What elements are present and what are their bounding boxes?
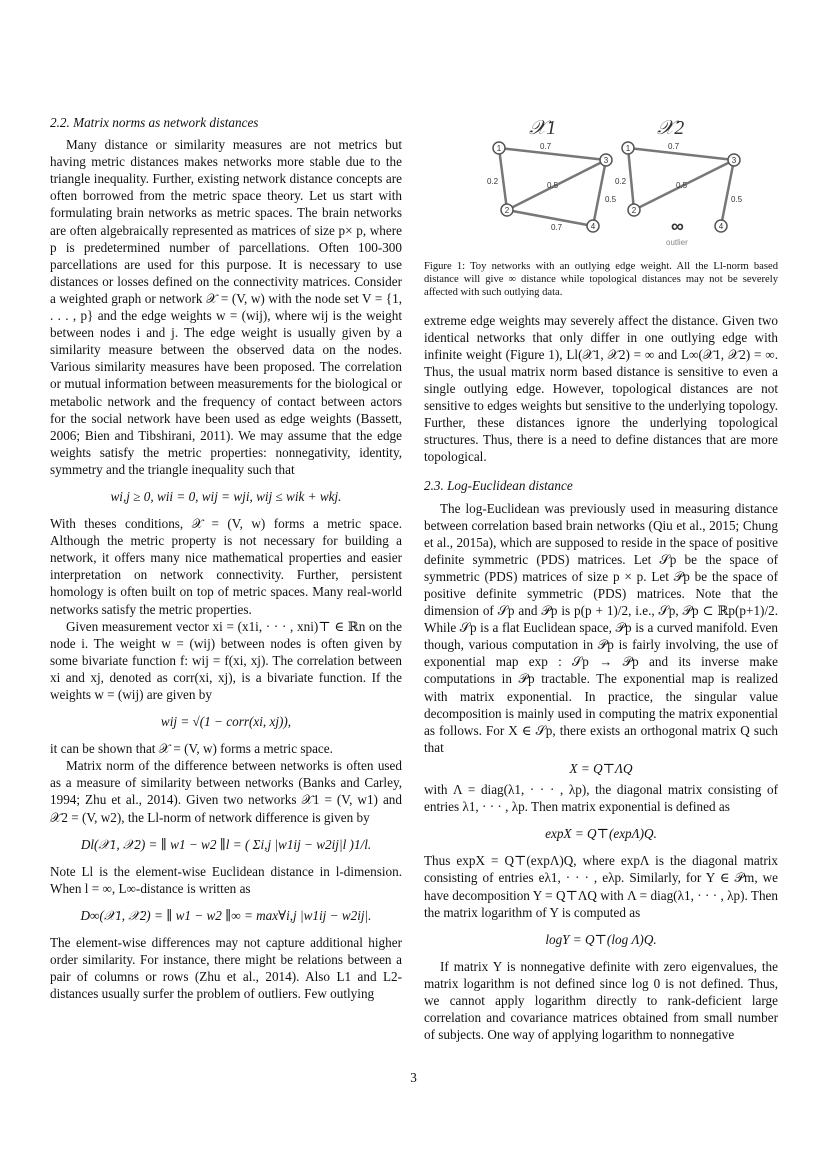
equation-correlation-weight: wij = √(1 − corr(xi, xj)),: [160, 714, 292, 730]
node-1-label-net2: 1: [625, 144, 631, 153]
paragraph: extreme edge weights may severely affect the distance. Given two identical networks that only differ in one outlying edge with infinite weight (Figure 1), Ll(𝒳1, 𝒳2) = ∞ and L∞(𝒳1, 𝒳2) = ∞. Thus, the usual matrix norm based distance is sensitive to even a single outlying edge. However, topological distances are not sensitive to edges weights but sensitive to the underlying topology. Further, these distances ignore the underlying topological structures. Thus, there is a need to define distances that are more topological.: [424, 312, 778, 465]
paragraph: With theses conditions, 𝒳 = (V, w) forms a metric space. Although the metric property is not necessary for building a network, it offers many nice mathematical properties and easier interpretation on network connectivity. Further, persistent homology is often built on top of metric spaces. Many real-world networks satisfy the metric properties.: [50, 516, 402, 617]
section-heading-2-3: 2.3. Log-Euclidean distance: [424, 478, 573, 494]
infinity-edge-weight: ∞: [671, 216, 684, 236]
paragraph: The log-Euclidean was previously used in measuring distance between correlation based brain networks (Qiu et al., 2015; Chung et al., 2015a), which are supposed to reside in the space of positive definite symmetric (PDS) matrices. Let 𝒮p be the space of symmetric (PDS) matrices of size p × p. Let 𝒫p be the space of positive definite symmetric (PDS) matrices. Note that the dimension of 𝒮p and 𝒫p is p(p + 1)/2, i.e., 𝒮p, 𝒫p ⊂ ℝp(p+1)/2. While 𝒮p is a flat Euclidean space, 𝒫p is a curved manifold. Even though, various computation in 𝒫p is fairly involving, the use of exponential map exp : 𝒮p → 𝒫p and its inverse make computations in 𝒫p tractable. The exponential map is realized with matrix exponential. In practice, the singular value decomposition is mainly used in computing the matrix exponential as follows. For X ∈ 𝒮p, there exists an orthogonal matrix Q such that: [424, 500, 778, 755]
node-1-label: 1: [496, 144, 502, 153]
network-2-label: 𝒳2: [657, 117, 685, 139]
node-2-label-net2: 2: [631, 206, 637, 215]
section-heading-2-2: 2.2. Matrix norms as network distances: [50, 115, 259, 130]
equation-matrix-exponential: expX = Q⊤(expΛ)Q.: [545, 826, 657, 842]
network-1-label: 𝒳1: [529, 117, 557, 139]
equation-l-norm: Dl(𝒳1, 𝒳2) = ∥ w1 − w2 ∥l = ( Σi,j |w1ij − w2ij|l )1/l.: [80, 836, 372, 852]
paragraph: Many distance or similarity measures are not metrics but having metric distances makes networks more stable due to the triangle inequality. Further, existing network distance concepts are often borrowed from the metric space theory. Let us start with formulating brain networks as metric spaces. The brain networks are often algebraically represented as matrices of size p× p, where p is predetermined number of parcellations. Often 100-300 parcellations are used for this purpose. It is necessary to use distances or losses defined on the connectivity matrices. Consider a weighted graph or network 𝒳 = (V, w) with the node set V = {1, . . . , p} and the edge weights w = (wij), where wij is the weight between nodes i and j. The edge weight is usually given by a similarity measure between the observed data on the nodes. Various similarity measures have been proposed. The correlation or mutual information between measurements for the biological or metabolic network and the frequency of contact between actors for the social network have been used as edge weights (Bassett, 2006; Bien and Tibshirani, 2011). We may assume that the edge weights satisfy the metric properties: nonnegativity, identity, symmetry and the triangle inequality such that: [50, 137, 402, 477]
left-column: [50, 114, 402, 1002]
edge-weight-2-3-net2: 0.5: [676, 181, 688, 190]
node-3-label-net2: 3: [731, 156, 737, 165]
equation-svd: X = Q⊤ΛQ: [569, 760, 633, 776]
equation-l-infinity: D∞(𝒳1, 𝒳2) = ∥ w1 − w2 ∥∞ = max∀i,j |w1ij − w2ij|.: [80, 907, 372, 923]
paragraph: Given measurement vector xi = (x1i, · · · , xni)⊤ ∈ ℝn on the node i. The weight w = (wij) between nodes is often given by some bivariate function f: wij = f(xi, xj). The correlation between xi and xj, denoted as corr(xi, xj), is a bivariate function. If the weights w = (wij) are given by: [50, 618, 402, 702]
edge-weight-1-2: 0.2: [487, 177, 499, 186]
edge-weight-1-2-net2: 0.2: [615, 177, 627, 186]
toy-networks-figure: [481, 114, 743, 252]
paragraph: The element-wise differences may not capture additional higher order similarity. For instance, there might be relations between a pair of columns or rows (Zhu et al., 2014). Also L1 and L2-distances usually surfer the problem of outliers. Few outlying: [50, 935, 402, 1002]
equation-matrix-logarithm: logY = Q⊤(log Λ)Q.: [545, 931, 657, 947]
paragraph: If matrix Y is nonnegative definite with zero eigenvalues, the matrix logarithm is not defined since log 0 is not defined. Thus, we cannot apply logarithm directly to rank-deficient large correlation and covariance matrices obtained from small number of subjects. One way of applying logarithm to nonnegative: [424, 958, 778, 1043]
edge-weight-2-3: 0.5: [547, 181, 559, 190]
paragraph: Note Ll is the element-wise Euclidean distance in l-dimension. When l = ∞, L∞-distance is written as: [50, 863, 402, 896]
edge-weight-2-4: 0.7: [551, 223, 563, 232]
outlier-label: outlier: [666, 238, 688, 247]
figure-caption: Figure 1: Toy networks with an outlying edge weight. All the Ll-norm based distance will give ∞ distance while topological distances may not be severely affected with such outlying data.: [424, 261, 778, 299]
edge-weight-3-4: 0.5: [605, 195, 617, 204]
node-2-label: 2: [504, 206, 510, 215]
node-4-label-net2: 4: [718, 222, 724, 231]
node-4-label: 4: [590, 222, 596, 231]
paragraph: Matrix norm of the difference between networks is often used as a measure of similarity between networks (Banks and Carley, 1994; Zhu et al., 2014). Given two networks 𝒳1 = (V, w1) and 𝒳2 = (V, w2), the Ll-norm of network difference is given by: [50, 758, 402, 825]
paragraph: Thus expX = Q⊤(expΛ)Q, where expΛ is the diagonal matrix consisting of entries eλ1, · · · , eλp. Similarly, for Y ∈ 𝒫m, we have decomposition Y = Q⊤ΛQ with Λ = diag(λ1, · · · , λp). Then the matrix logarithm of Y is computed as: [424, 853, 778, 920]
right-column: [424, 114, 778, 1043]
paragraph: with Λ = diag(λ1, · · · , λp), the diagonal matrix consisting of entries λ1, · · · , λp. Then matrix exponential is defined as: [424, 782, 778, 815]
edge-weight-3-4-net2: 0.5: [731, 195, 743, 204]
edge-weight-1-3-net2: 0.7: [668, 142, 680, 151]
equation-metric-properties: wi,j ≥ 0, wii = 0, wij = wji, wij ≤ wik + wkj.: [110, 488, 342, 504]
paragraph: it can be shown that 𝒳 = (V, w) forms a metric space.: [50, 741, 333, 757]
page-number: 3: [410, 1070, 417, 1085]
node-3-label: 3: [603, 156, 609, 165]
edge-weight-1-3: 0.7: [540, 142, 552, 151]
